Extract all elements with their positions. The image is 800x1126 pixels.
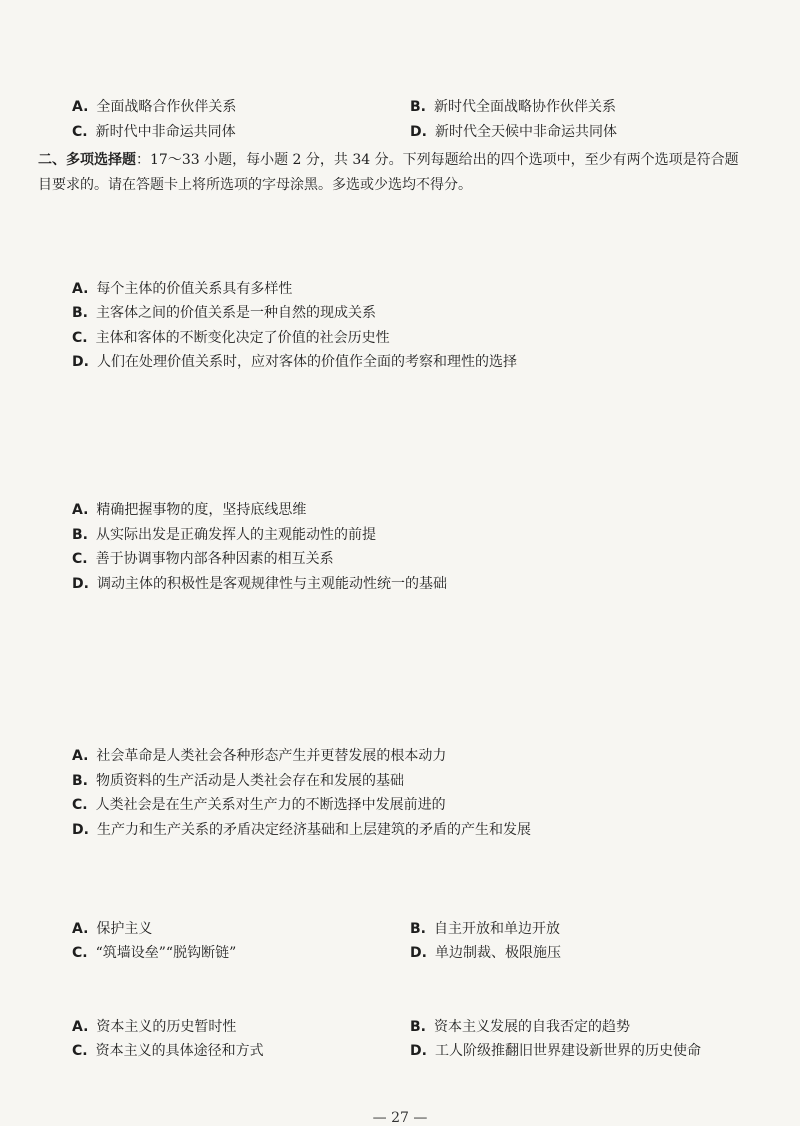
option-text: 资本主义的历史暂时性	[96, 1019, 237, 1035]
option-a	[72, 500, 306, 520]
option-label: C.	[72, 124, 88, 140]
option-d	[410, 122, 617, 142]
option-text: 资本主义的具体途径和方式	[95, 1043, 264, 1059]
option-text: 物质资料的生产活动是人类社会存在和发展的基础	[96, 773, 404, 789]
option-c	[72, 328, 390, 348]
option-label: A.	[72, 748, 89, 764]
option-text: “筑墙设垒”“脱钩断链”	[95, 945, 237, 961]
option-text: 生产力和生产关系的矛盾决定经济基础和上层建筑的矛盾的产生和发展	[96, 822, 531, 838]
option-text: 善于协调事物内部各种因素的相互关系	[95, 551, 334, 567]
option-text: 人们在处理价值关系时，应对客体的价值作全面的考察和理性的选择	[96, 354, 517, 370]
option-text: 社会革命是人类社会各种形态产生并更替发展的根本动力	[96, 748, 447, 764]
option-label: B.	[72, 773, 88, 789]
option-d	[410, 1041, 701, 1061]
section-instructions-line	[38, 175, 472, 195]
option-label: C.	[72, 797, 88, 813]
option-d	[72, 352, 517, 372]
option-label: A.	[72, 1019, 89, 1035]
option-d	[72, 820, 531, 840]
option-c	[72, 795, 446, 815]
option-a	[72, 279, 292, 299]
option-d	[72, 574, 447, 594]
option-text: 全面战略合作伙伴关系	[96, 99, 237, 115]
option-text: 单边制裁、极限施压	[434, 945, 561, 961]
option-label: D.	[410, 945, 427, 961]
option-text: 资本主义发展的自我否定的趋势	[434, 1019, 630, 1035]
option-text: 主客体之间的价值关系是一种自然的现成关系	[96, 305, 376, 321]
option-label: B.	[410, 99, 426, 115]
option-label: B.	[410, 1019, 426, 1035]
option-c	[72, 1041, 264, 1061]
section-heading	[38, 150, 739, 170]
option-label: A.	[72, 99, 89, 115]
option-label: C.	[72, 551, 88, 567]
option-text: 每个主体的价值关系具有多样性	[96, 281, 293, 297]
option-text: 新时代全面战略协作伙伴关系	[434, 99, 616, 115]
option-label: D.	[410, 1043, 427, 1059]
option-label: C.	[72, 945, 88, 961]
option-text: 自主开放和单边开放	[434, 921, 560, 937]
option-text: 新时代全天候中非命运共同体	[434, 124, 617, 140]
option-a	[72, 919, 152, 939]
option-label: D.	[72, 576, 89, 592]
option-c	[72, 943, 236, 963]
option-b	[72, 771, 404, 791]
option-b	[72, 303, 376, 323]
option-b	[410, 919, 560, 939]
option-label: D.	[72, 354, 89, 370]
option-text: 主体和客体的不断变化决定了价值的社会历史性	[95, 330, 390, 346]
option-a	[72, 97, 236, 117]
option-text: 工人阶级推翻旧世界建设新世界的历史使命	[434, 1043, 701, 1059]
option-label: C.	[72, 330, 88, 346]
option-label: D.	[410, 124, 427, 140]
option-c	[72, 122, 236, 142]
option-text: 保护主义	[96, 921, 153, 937]
option-d	[410, 943, 561, 963]
option-text: 从实际出发是正确发挥人的主观能动性的前提	[96, 527, 376, 543]
option-label: B.	[72, 305, 88, 321]
option-b	[410, 97, 616, 117]
option-text: 新时代中非命运共同体	[95, 124, 236, 140]
option-b	[410, 1017, 630, 1037]
option-a	[72, 746, 446, 766]
option-label: A.	[72, 921, 89, 937]
option-text: 调动主体的积极性是客观规律性与主观能动性统一的基础	[96, 576, 447, 592]
option-label: B.	[410, 921, 426, 937]
section-title: 二、多项选择题	[38, 152, 136, 168]
option-a	[72, 1017, 236, 1037]
section-instructions: ：17～33 小题，每小题 2 分，共 34 分。下列每题给出的四个选项中，至少有两个选项是符合题	[136, 152, 739, 168]
option-text: 人类社会是在生产关系对生产力的不断选择中发展前进的	[95, 797, 446, 813]
page-number: — 27 —	[372, 1110, 428, 1126]
option-label: B.	[72, 527, 88, 543]
option-text: 精确把握事物的度，坚持底线思维	[96, 502, 307, 518]
option-label: A.	[72, 281, 89, 297]
option-label: D.	[72, 822, 89, 838]
option-b	[72, 525, 376, 545]
option-c	[72, 549, 334, 569]
option-label: A.	[72, 502, 89, 518]
section-instructions: 目要求的。请在答题卡上将所选项的字母涂黑。多选或少选均不得分。	[38, 177, 472, 193]
option-label: C.	[72, 1043, 88, 1059]
